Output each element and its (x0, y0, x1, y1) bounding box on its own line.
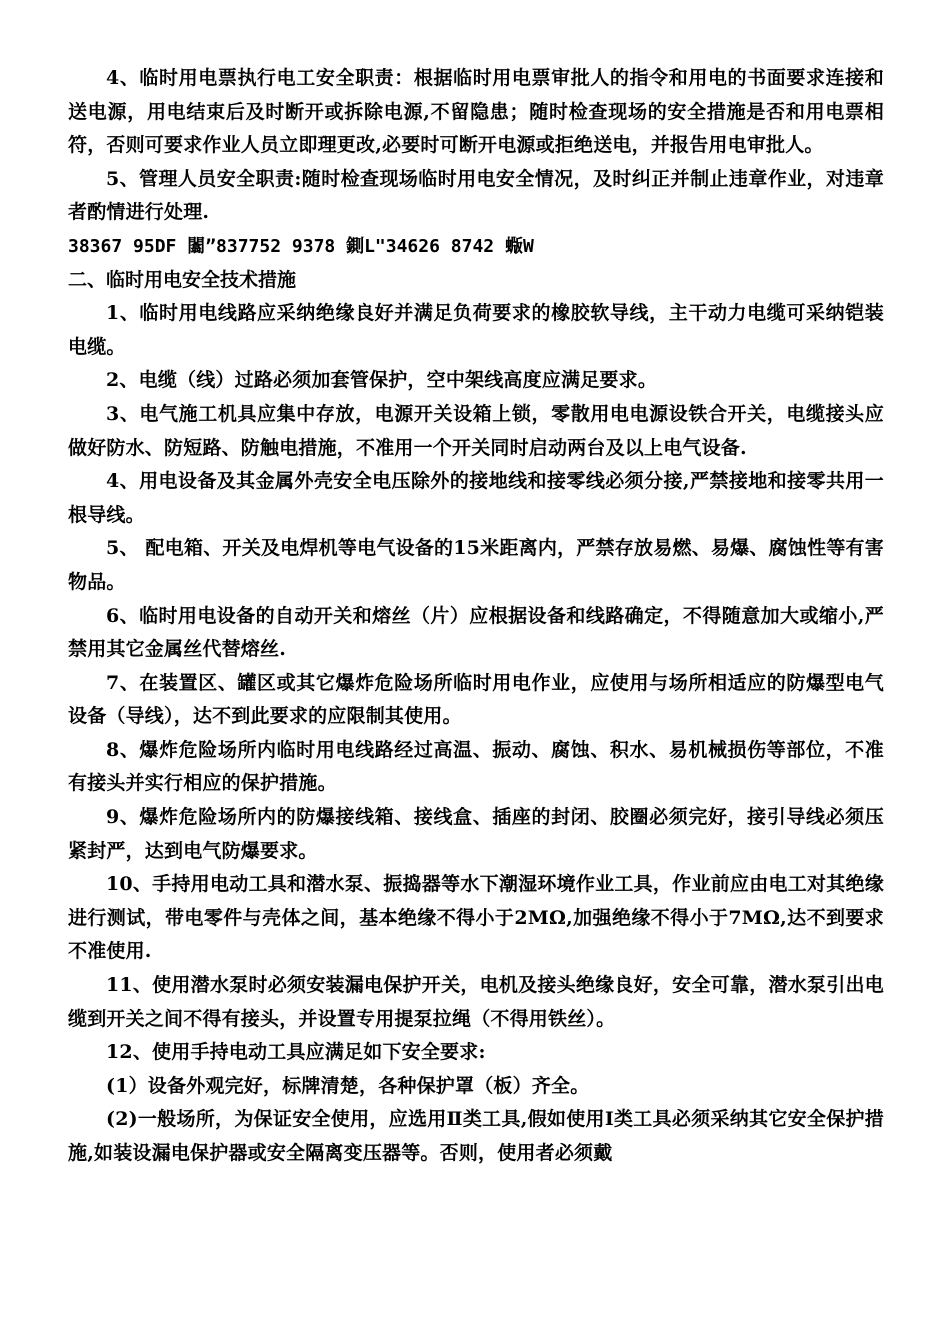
measure-item-6: 6、临时用电设备的自动开关和熔丝（片）应根据设备和线路确定，不得随意加大或缩小,严禁用其它金属丝代替熔丝. (68, 604, 884, 661)
garbled-text-line: 38367 95DF 闟”837752 9378 鍘L"34626 8742 蝂W (68, 235, 534, 257)
measure-subitem-1: (1）设备外观完好，标牌清楚，各种保护罩（板）齐全。 (106, 1074, 590, 1097)
measure-item-4: 4、用电设备及其金属外壳安全电压除外的接地线和接零线必须分接,严禁接地和接零共用一根导线。 (68, 470, 884, 526)
duty-paragraph-electrician: 4、临时用电票执行电工安全职责：根据临时用电票审批人的指令和用电的书面要求连接和送电源，用电结束后及时断开或拆除电源,不留隐患；随时检查现场的安全措施是否和用电票相符，否则可要求作业人员立即理更改,必要时可断开电源或拒绝送电，并报告用电审批人。 (68, 67, 884, 157)
measure-item-1: 1、临时用电线路应采纳绝缘良好并满足负荷要求的橡胶软导线，主干动力电缆可采纳铠装电缆。 (68, 302, 884, 358)
measure-subitem-2: (2)一般场所，为保证安全使用，应选用Ⅱ类工具,假如使用Ⅰ类工具必须采纳其它安全保护措施,如装设漏电保护器或安全隔离变压器等。否则，使用者必须戴 (68, 1108, 884, 1164)
document-page (68, 62, 884, 1171)
measure-item-3: 3、电气施工机具应集中存放，电源开关设箱上锁，零散用电电源设铁合开关，电缆接头应做好防水、防短路、防触电措施，不准用一个开关同时启动两台及以上电气设备. (68, 402, 884, 459)
measure-item-5: 5、 配电箱、开关及电焊机等电气设备的15米距离内，严禁存放易燃、易爆、腐蚀性等有害物品。 (68, 537, 884, 593)
measure-item-9: 9、爆炸危险场所内的防爆接线箱、接线盒、插座的封闭、胶圈必须完好，接引导线必须压紧封严，达到电气防爆要求。 (68, 806, 884, 862)
measure-item-7: 7、在装置区、罐区或其它爆炸危险场所临时用电作业，应使用与场所相适应的防爆型电气设备（导线），达不到此要求的应限制其使用。 (68, 671, 884, 728)
measure-item-12: 12、使用手持电动工具应满足如下安全要求: (106, 1041, 486, 1064)
measure-item-8: 8、爆炸危险场所内临时用电线路经过高温、振动、腐蚀、积水、易机械损伤等部位，不准有接头并实行相应的保护措施。 (68, 738, 884, 795)
measure-item-11: 11、使用潜水泵时必须安装漏电保护开关，电机及接头绝缘良好，安全可靠，潜水泵引出电缆到开关之间不得有接头，并设置专用提泵拉绳（不得用铁丝）。 (68, 974, 884, 1030)
measure-item-10: 10、手持用电动工具和潜水泵、振捣器等水下潮湿环境作业工具，作业前应由电工对其绝缘进行测试，带电零件与壳体之间，基本绝缘不得小于2MΩ,加强绝缘不得小于7MΩ,达不到要求不准使用. (68, 873, 884, 963)
duty-paragraph-manager: 5、管理人员安全职责:随时检查现场临时用电安全情况，及时纠正并制止违章作业，对违章者酌情进行处理. (68, 167, 884, 224)
section-heading: 二、临时用电安全技术措施 (68, 268, 297, 291)
measure-item-2: 2、电缆（线）过路必须加套管保护，空中架线高度应满足要求。 (106, 369, 658, 392)
